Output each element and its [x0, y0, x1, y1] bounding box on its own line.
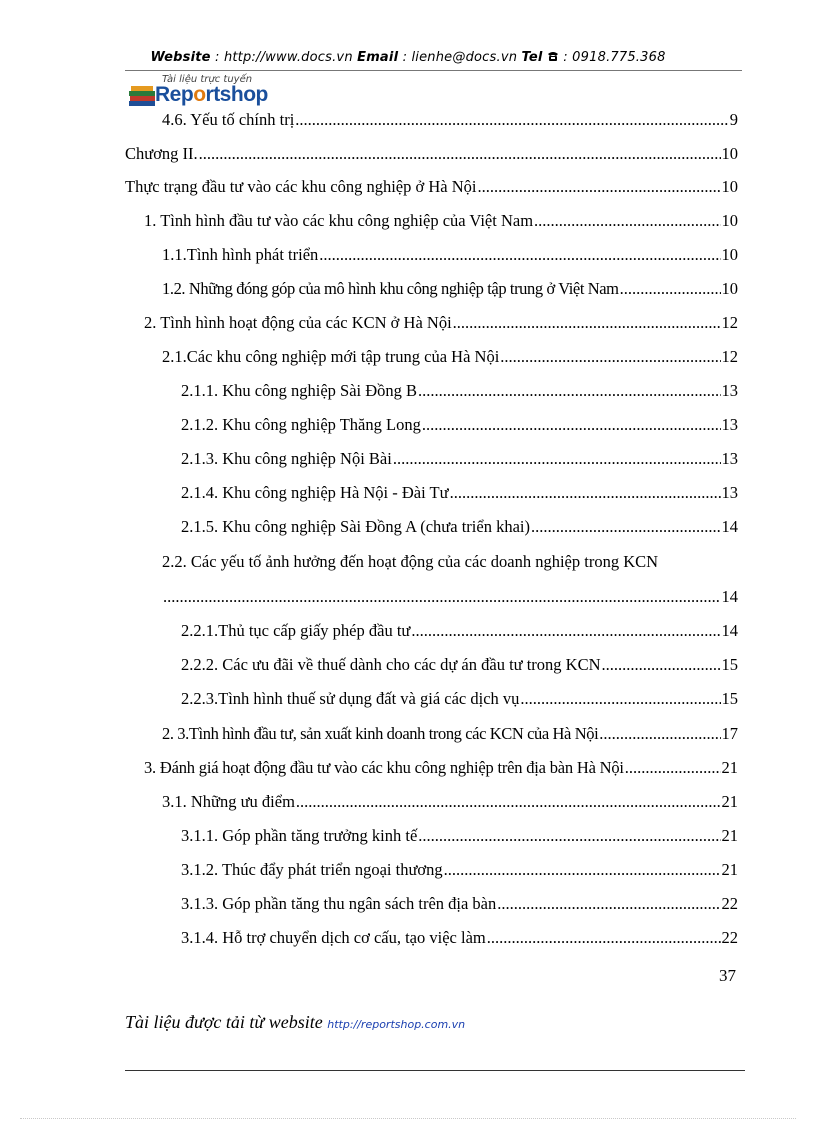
- toc-entry[interactable]: 2. Tình hình hoạt động của các KCN ở Hà Nội ..... 12: [144, 313, 738, 333]
- toc-entry[interactable]: 2. 3.Tình hình đầu tư, sản xuất kinh doanh trong các KCN của Hà Nội ..... 17: [162, 724, 738, 744]
- toc-entry[interactable]: 1. Tình hình đầu tư vào các khu công nghiệp của Việt Nam ..... 10: [144, 211, 738, 231]
- toc-entry[interactable]: 3.1.4. Hỗ trợ chuyển dịch cơ cấu, tạo việc làm ..... 22: [181, 928, 738, 948]
- toc-entry-wrapped[interactable]: 2.2. Các yếu tố ảnh hưởng đến hoạt động của các doanh nghiệp trong KCN: [162, 552, 659, 571]
- toc-entry-continuation[interactable]: ..... 14: [162, 587, 738, 607]
- toc-entry[interactable]: 2.1.1. Khu công nghiệp Sài Đồng B ..... 13: [181, 381, 738, 401]
- toc-entry[interactable]: 2.2.2. Các ưu đãi về thuế dành cho các dự án đầu tư trong KCN ..... 15: [181, 655, 738, 675]
- logo-tagline: Tài liệu trực tuyến: [162, 74, 253, 85]
- toc-entry[interactable]: 2.1.2. Khu công nghiệp Thăng Long ..... 13: [181, 415, 738, 435]
- toc-entry[interactable]: 3.1.1. Góp phần tăng trưởng kinh tế ..... 21: [181, 826, 738, 846]
- website-label: Website: [150, 50, 211, 65]
- toc-entry[interactable]: 3. Đánh giá hoạt động đầu tư vào các khu công nghiệp trên địa bàn Hà Nội ..... 21: [144, 758, 738, 778]
- toc-entry[interactable]: 4.6. Yếu tố chính trị ..... 9: [162, 110, 738, 130]
- toc-entry[interactable]: 2.1.5. Khu công nghiệp Sài Đồng A (chưa triển khai) ..... 14: [181, 517, 738, 537]
- toc-entry[interactable]: 2.1.3. Khu công nghiệp Nội Bài ..... 13: [181, 449, 738, 469]
- toc-entry[interactable]: 3.1.3. Góp phần tăng thu ngân sách trên địa bàn ..... 22: [181, 894, 738, 914]
- footer-divider: [125, 1070, 745, 1071]
- tel-label: Tel: [521, 50, 543, 65]
- website-value[interactable]: : http://www.docs.vn: [210, 50, 358, 65]
- toc-entry[interactable]: 2.1.4. Khu công nghiệp Hà Nội - Đài Tư ..... 13: [181, 483, 738, 503]
- toc-entry[interactable]: Chương II. ..... 10: [125, 144, 738, 164]
- toc-entry[interactable]: 3.1. Những ưu điểm ..... 21: [162, 792, 738, 812]
- toc-entry[interactable]: 2.2.1.Thủ tục cấp giấy phép đầu tư ..... 14: [181, 621, 738, 641]
- toc-entry[interactable]: 1.2. Những đóng góp của mô hình khu công nghiệp tập trung ở Việt Nam ..... 10: [162, 279, 738, 299]
- footer-link[interactable]: http://reportshop.com.vn: [327, 1018, 466, 1031]
- email-label: Email: [357, 50, 399, 65]
- page-bottom-border: [20, 1118, 796, 1119]
- page-number: 37: [719, 966, 736, 985]
- toc-entry[interactable]: 2.1.Các khu công nghiệp mới tập trung của Hà Nội ..... 12: [162, 347, 738, 367]
- logo-word-part1: Rep: [155, 83, 194, 106]
- toc-entry[interactable]: 1.1.Tình hình phát triển ..... 10: [162, 245, 738, 265]
- footer-text: Tài liệu được tải từ website: [125, 1012, 328, 1032]
- email-value[interactable]: : lienhe@docs.vn: [398, 50, 522, 65]
- logo-o-glyph: o: [193, 83, 206, 106]
- toc-entry[interactable]: 3.1.2. Thúc đẩy phát triển ngoại thương ..... 21: [181, 860, 738, 880]
- footer: [125, 1012, 465, 1033]
- logo-word-part2: rtshop: [205, 83, 268, 106]
- tel-value[interactable]: : 0918.775.368: [558, 50, 666, 65]
- toc-entry[interactable]: 2.2.3.Tình hình thuế sử dụng đất và giá các dịch vụ ..... 15: [181, 689, 738, 709]
- toc-entry[interactable]: Thực trạng đầu tư vào các khu công nghiệp ở Hà Nội ..... 10: [125, 177, 738, 197]
